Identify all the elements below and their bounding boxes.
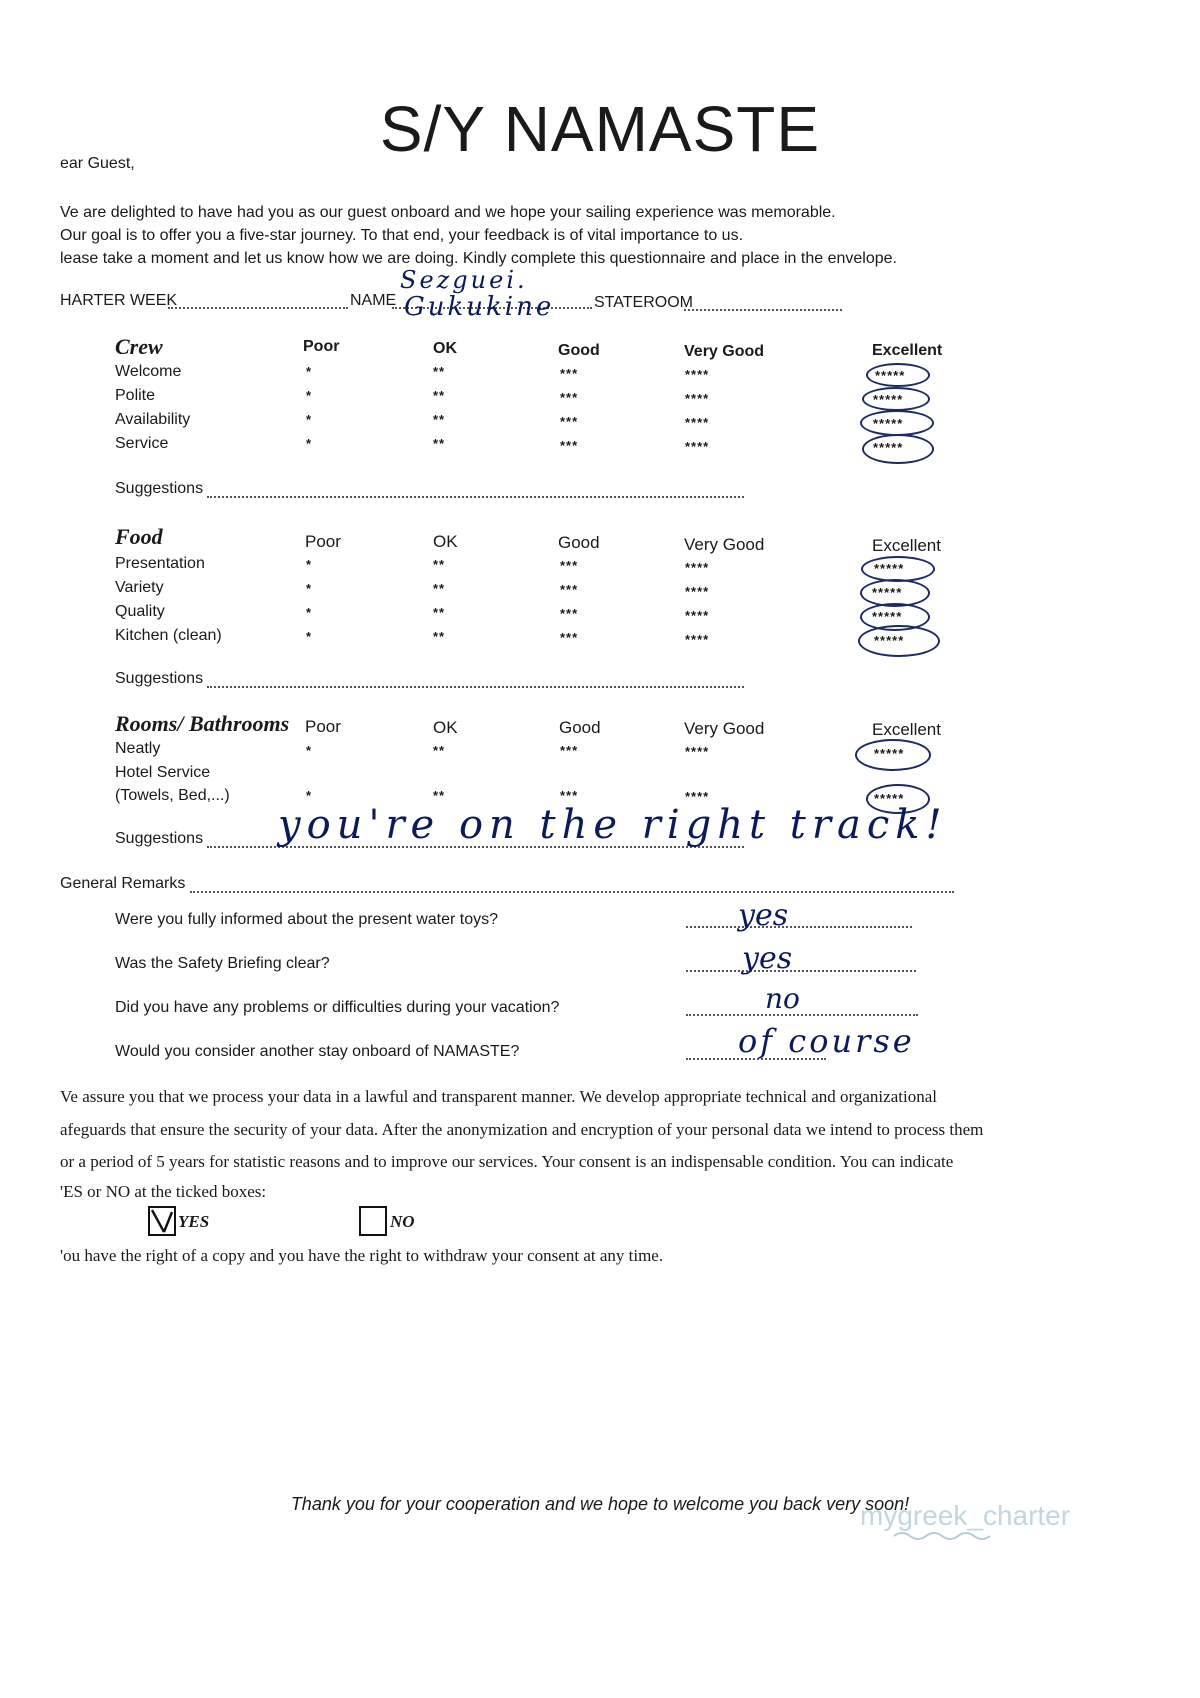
legal-line-4: 'ES or NO at the ticked boxes:: [60, 1182, 267, 1201]
selected-rating-oval: [866, 363, 930, 387]
rating-option-poor[interactable]: *: [306, 629, 313, 644]
rating-option-very-good[interactable]: ****: [685, 391, 710, 406]
rights-statement: 'ou have the right of a copy and you have the right to withdraw your consent at any time.: [60, 1246, 664, 1265]
rating-option-poor[interactable]: *: [306, 436, 313, 451]
rating-option-ok[interactable]: **: [433, 436, 446, 451]
rating-option-excellent[interactable]: *****: [874, 633, 905, 648]
header-very-good: Very Good: [684, 343, 765, 360]
answer-field-water-toys[interactable]: [686, 926, 912, 928]
selected-rating-oval: [858, 625, 940, 657]
name-label: NAME: [350, 292, 397, 309]
rating-option-ok[interactable]: **: [433, 581, 446, 596]
header-ok: OK: [433, 532, 458, 551]
selected-rating-oval: [860, 410, 934, 436]
greeting: ear Guest,: [60, 155, 135, 172]
rating-option-ok[interactable]: **: [433, 605, 446, 620]
selected-rating-oval: [862, 387, 930, 411]
name-value-line-1: Sezguei.: [400, 266, 528, 294]
rating-option-very-good[interactable]: ****: [685, 584, 710, 599]
answer-field-problems[interactable]: [686, 1014, 918, 1016]
rating-option-good[interactable]: ***: [560, 366, 579, 381]
header-good: Good: [558, 533, 600, 552]
answer-another-stay: of course: [738, 1022, 915, 1060]
rating-option-ok[interactable]: **: [433, 388, 446, 403]
suggestions-label-food: Suggestions: [115, 670, 204, 687]
name-value-line-2: Gukukine: [404, 292, 555, 322]
selected-rating-oval: [855, 739, 931, 771]
consent-no-checkbox[interactable]: [359, 1206, 387, 1236]
intro-line-1: Ve are delighted to have had you as our guest onboard and we hope your sailing experience was memorable.: [60, 204, 836, 221]
row-label-neatly: Neatly: [115, 740, 161, 757]
check-mark-icon: [150, 1208, 174, 1234]
rating-option-good[interactable]: ***: [560, 438, 579, 453]
answer-water-toys: yes: [738, 898, 789, 933]
section-title-food: Food: [115, 524, 163, 549]
header-very-good: Very Good: [684, 719, 765, 738]
suggestions-field-crew[interactable]: [207, 496, 744, 498]
row-label-hotel-service: Hotel Service: [115, 764, 211, 781]
header-poor: Poor: [305, 717, 341, 736]
rating-option-very-good[interactable]: ****: [685, 367, 710, 382]
rating-option-poor[interactable]: *: [306, 788, 313, 803]
rating-option-very-good[interactable]: ****: [685, 744, 710, 759]
rating-option-good[interactable]: ***: [560, 743, 579, 758]
row-label-hotel-service-detail: (Towels, Bed,...): [115, 787, 230, 804]
suggestions-label-crew: Suggestions: [115, 480, 204, 497]
question-safety-briefing: Was the Safety Briefing clear?: [115, 955, 330, 972]
intro-line-2: Our goal is to offer you a five-star journey. To that end, your feedback is of vital importance to us.: [60, 227, 744, 244]
suggestions-field-food[interactable]: [207, 686, 744, 688]
suggestions-label-rooms: Suggestions: [115, 830, 204, 847]
rating-option-ok[interactable]: **: [433, 743, 446, 758]
row-label-variety: Variety: [115, 579, 164, 596]
selected-rating-oval: [862, 434, 934, 464]
watermark-logo: mygreek_charter: [860, 1500, 1071, 1531]
intro-line-3: lease take a moment and let us know how we are doing. Kindly complete this questionnaire and place in the envelope.: [60, 250, 897, 267]
header-poor: Poor: [305, 532, 341, 551]
form-title: S/Y NAMASTE: [379, 93, 821, 165]
rating-option-good[interactable]: ***: [560, 606, 579, 621]
section-title-rooms: Rooms/ Bathrooms: [115, 711, 290, 736]
rating-option-ok[interactable]: **: [433, 364, 446, 379]
consent-yes-checkbox[interactable]: [148, 1206, 176, 1236]
rating-option-very-good[interactable]: ****: [685, 560, 710, 575]
row-label-availability: Availability: [115, 411, 191, 428]
header-excellent: Excellent: [872, 720, 941, 739]
rating-option-good[interactable]: ***: [560, 630, 579, 645]
rating-option-good[interactable]: ***: [560, 558, 579, 573]
rating-option-poor[interactable]: *: [306, 581, 313, 596]
header-very-good: Very Good: [684, 535, 765, 554]
wave-icon: [892, 1530, 992, 1542]
rating-option-very-good[interactable]: ****: [685, 439, 710, 454]
general-remarks-field[interactable]: [190, 891, 954, 893]
rating-option-good[interactable]: ***: [560, 414, 579, 429]
legal-line-3: or a period of 5 years for statistic reasons and to improve our services. Your consent is an indispensable condition. You can indicate: [60, 1152, 954, 1171]
suggestions-value-rooms: you're on the right track!: [278, 802, 948, 848]
rating-option-excellent[interactable]: *****: [872, 585, 903, 600]
rating-option-ok[interactable]: **: [433, 412, 446, 427]
legal-line-1: Ve assure you that we process your data in a lawful and transparent manner. We develop appropriate technical and organizational: [60, 1087, 937, 1106]
question-problems: Did you have any problems or difficulties during your vacation?: [115, 999, 560, 1016]
header-good: Good: [558, 342, 600, 359]
row-label-kitchen: Kitchen (clean): [115, 627, 222, 644]
rating-option-excellent[interactable]: *****: [874, 791, 905, 806]
row-label-presentation: Presentation: [115, 555, 205, 572]
rating-option-poor[interactable]: *: [306, 605, 313, 620]
row-label-service: Service: [115, 435, 169, 452]
row-label-quality: Quality: [115, 603, 165, 620]
rating-option-ok[interactable]: **: [433, 629, 446, 644]
header-ok: OK: [433, 718, 458, 737]
rating-option-excellent[interactable]: *****: [874, 746, 905, 761]
rating-option-poor[interactable]: *: [306, 364, 313, 379]
rating-option-excellent[interactable]: *****: [873, 392, 904, 407]
legal-line-2: afeguards that ensure the security of your data. After the anonymization and encryption of your personal data we intend to process them: [60, 1120, 984, 1139]
row-label-welcome: Welcome: [115, 363, 182, 380]
rating-option-excellent[interactable]: *****: [872, 609, 903, 624]
charter-week-label: HARTER WEEK: [60, 292, 178, 309]
rating-option-excellent[interactable]: *****: [873, 440, 904, 455]
rating-option-poor[interactable]: *: [306, 388, 313, 403]
header-good: Good: [559, 718, 601, 737]
rating-option-poor[interactable]: *: [306, 412, 313, 427]
answer-field-safety-briefing[interactable]: [686, 970, 916, 972]
rating-option-very-good[interactable]: ****: [685, 608, 710, 623]
header-excellent: Excellent: [872, 342, 943, 359]
rating-option-good[interactable]: ***: [560, 788, 579, 803]
rating-option-excellent[interactable]: *****: [875, 368, 906, 383]
stateroom-field[interactable]: [684, 309, 842, 311]
rating-option-ok[interactable]: **: [433, 788, 446, 803]
consent-no-label: NO: [390, 1212, 415, 1231]
rating-option-very-good[interactable]: ****: [685, 789, 710, 804]
row-label-polite: Polite: [115, 387, 156, 404]
rating-option-excellent[interactable]: *****: [874, 561, 905, 576]
header-poor: Poor: [303, 338, 340, 355]
thank-you-note: Thank you for your cooperation and we hope to welcome you back very soon!: [290, 1494, 910, 1514]
rating-option-ok[interactable]: **: [433, 557, 446, 572]
answer-safety-briefing: yes: [742, 941, 793, 976]
section-title-crew: Crew: [115, 334, 163, 359]
header-excellent: Excellent: [872, 536, 941, 555]
header-ok: OK: [433, 340, 457, 357]
general-remarks-label: General Remarks: [60, 875, 186, 892]
rating-option-poor[interactable]: *: [306, 743, 313, 758]
question-water-toys: Were you fully informed about the present water toys?: [115, 911, 499, 928]
rating-option-very-good[interactable]: ****: [685, 632, 710, 647]
question-another-stay: Would you consider another stay onboard of NAMASTE?: [115, 1043, 520, 1060]
rating-option-good[interactable]: ***: [560, 582, 579, 597]
answer-problems: no: [765, 982, 800, 1015]
stateroom-label: STATEROOM: [594, 294, 693, 311]
charter-week-field[interactable]: [168, 307, 348, 309]
rating-option-very-good[interactable]: ****: [685, 415, 710, 430]
rating-option-excellent[interactable]: *****: [873, 416, 904, 431]
consent-yes-label: YES: [178, 1212, 210, 1231]
rating-option-good[interactable]: ***: [560, 390, 579, 405]
rating-option-poor[interactable]: *: [306, 557, 313, 572]
